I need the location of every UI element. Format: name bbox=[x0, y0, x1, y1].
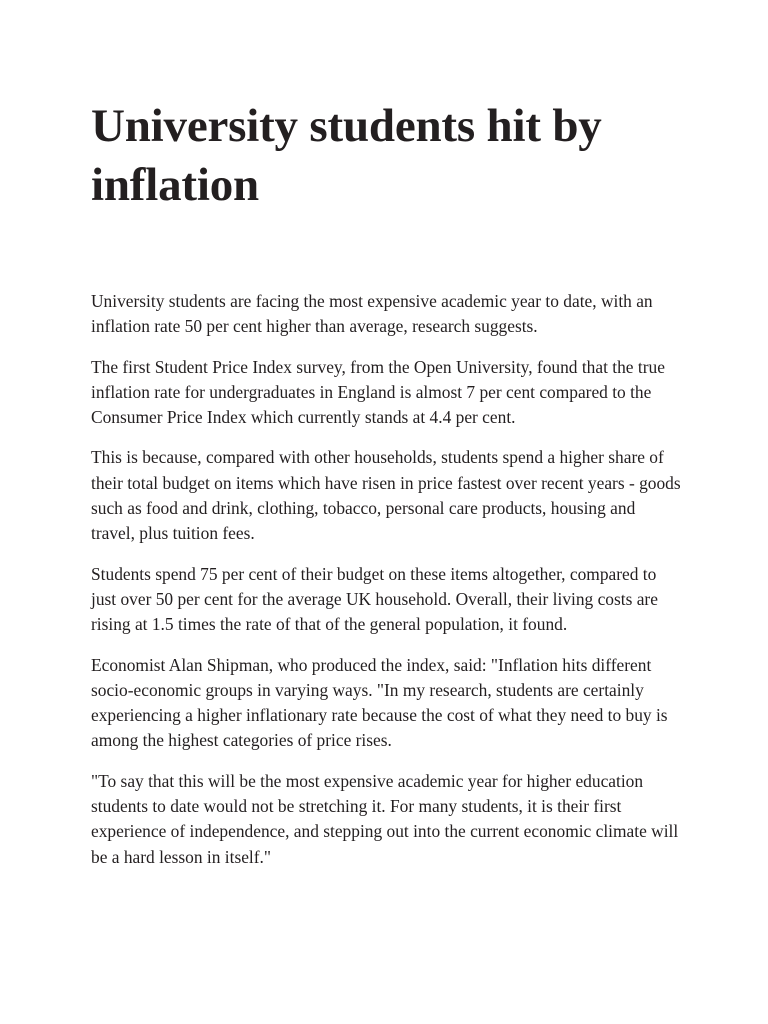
article-body bbox=[91, 289, 683, 870]
document-page bbox=[91, 97, 683, 885]
article-paragraph: Economist Alan Shipman, who produced the index, said: "Inflation hits different socio-economic groups in varying ways. "In my research, students are certainly experiencing a higher inflationary rate because the cost of what they need to buy is among the highest categories of price rises. bbox=[91, 654, 668, 751]
article-paragraph: Students spend 75 per cent of their budget on these items altogether, compared to just over 50 per cent for the average UK household. Overall, their living costs are rising at 1.5 times the rate of that of the general population, it found. bbox=[91, 563, 658, 635]
article-paragraph: The first Student Price Index survey, from the Open University, found that the true inflation rate for undergraduates in England is almost 7 per cent compared to the Consumer Price Index which currently stands at 4.4 per cent. bbox=[91, 356, 665, 428]
article-title: University students hit by inflation bbox=[91, 100, 602, 211]
article-paragraph: This is because, compared with other households, students spend a higher share of their total budget on items which have risen in price fastest over recent years - goods such as food and drink, clothing, tobacco, personal care products, housing and travel, plus tuition fees. bbox=[91, 447, 681, 544]
article-paragraph: University students are facing the most expensive academic year to date, with an inflation rate 50 per cent higher than average, research suggests. bbox=[91, 291, 653, 337]
article-paragraph: "To say that this will be the most expensive academic year for higher education students to date would not be stretching it. For many students, it is their first experience of independence, and stepping out into the current economic climate will be a hard lesson in itself." bbox=[91, 770, 679, 867]
